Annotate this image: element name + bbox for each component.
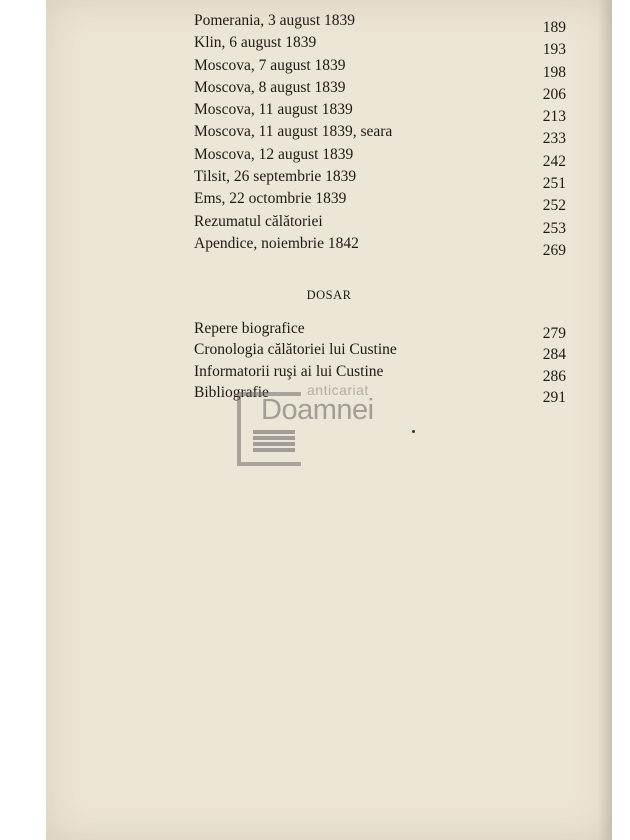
- toc-entry-title: Informatorii ruşi ai lui Custine: [194, 362, 384, 380]
- ink-dot: [412, 430, 415, 433]
- toc-entry: [194, 123, 566, 148]
- toc-entry-page: 198: [542, 63, 566, 81]
- toc-entry-page: 213: [542, 108, 566, 126]
- toc-entry-page: 206: [542, 85, 566, 103]
- section-heading: DOSAR: [306, 288, 352, 302]
- toc-list: [194, 12, 566, 257]
- toc-entry-title: Moscova, 8 august 1839: [194, 78, 346, 96]
- toc-entry-page: 251: [542, 175, 566, 193]
- toc-entry-title: Moscova, 11 august 1839: [194, 101, 353, 119]
- toc-entry-page: 233: [542, 130, 566, 148]
- toc-entry: [194, 12, 566, 34]
- toc-entry-page: 284: [542, 346, 566, 364]
- toc-entry: [194, 384, 566, 405]
- toc-entry: [194, 213, 566, 235]
- toc-entry: [194, 34, 566, 59]
- watermark-brand-text: Doamnei: [261, 394, 374, 426]
- toc-entry-page: 286: [542, 367, 566, 385]
- toc-entry-title: Moscova, 11 august 1839, seara: [194, 123, 393, 141]
- toc-entry: [194, 101, 566, 126]
- toc-entry: [194, 57, 566, 79]
- toc-entry: [194, 235, 566, 257]
- toc-entry: [194, 190, 566, 215]
- toc-entry-title: Ems, 22 octombrie 1839: [194, 190, 347, 208]
- toc-entry-page: 269: [542, 241, 566, 259]
- toc-entry: [194, 168, 566, 193]
- dosar-list: [194, 320, 566, 405]
- toc-entry-title: Rezumatul călătoriei: [194, 212, 323, 230]
- toc-entry-page: 279: [542, 325, 566, 342]
- toc-entry-page: 189: [542, 19, 566, 36]
- toc-entry-title: Moscova, 7 august 1839: [194, 56, 346, 74]
- book-page: [46, 0, 612, 840]
- toc-entry-page: 252: [542, 197, 566, 215]
- toc-entry-page: 291: [542, 388, 566, 406]
- toc-entry: [194, 79, 566, 101]
- toc-entry: [194, 363, 566, 384]
- toc-entry-title: Moscova, 12 august 1839: [194, 145, 354, 163]
- toc-entry-page: 193: [542, 41, 566, 59]
- toc-entry-title: Klin, 6 august 1839: [194, 34, 317, 52]
- toc-entry-title: Cronologia călătoriei lui Custine: [194, 341, 397, 359]
- watermark-small-text: anticariat: [307, 382, 369, 398]
- toc-entry-page: 253: [542, 219, 566, 237]
- toc-entry: [194, 341, 566, 362]
- toc-entry: [194, 146, 566, 168]
- toc-entry-title: Apendice, noiembrie 1842: [194, 234, 359, 252]
- toc-entry-title: Pomerania, 3 august 1839: [194, 12, 356, 29]
- toc-entry-title: Repere biografice: [194, 320, 305, 337]
- toc-entry-title: Tilsit, 26 septembrie 1839: [194, 168, 357, 186]
- toc-entry-page: 242: [542, 152, 566, 170]
- toc-entry: [194, 320, 566, 341]
- toc-entry-title: Bibliografie: [194, 383, 269, 401]
